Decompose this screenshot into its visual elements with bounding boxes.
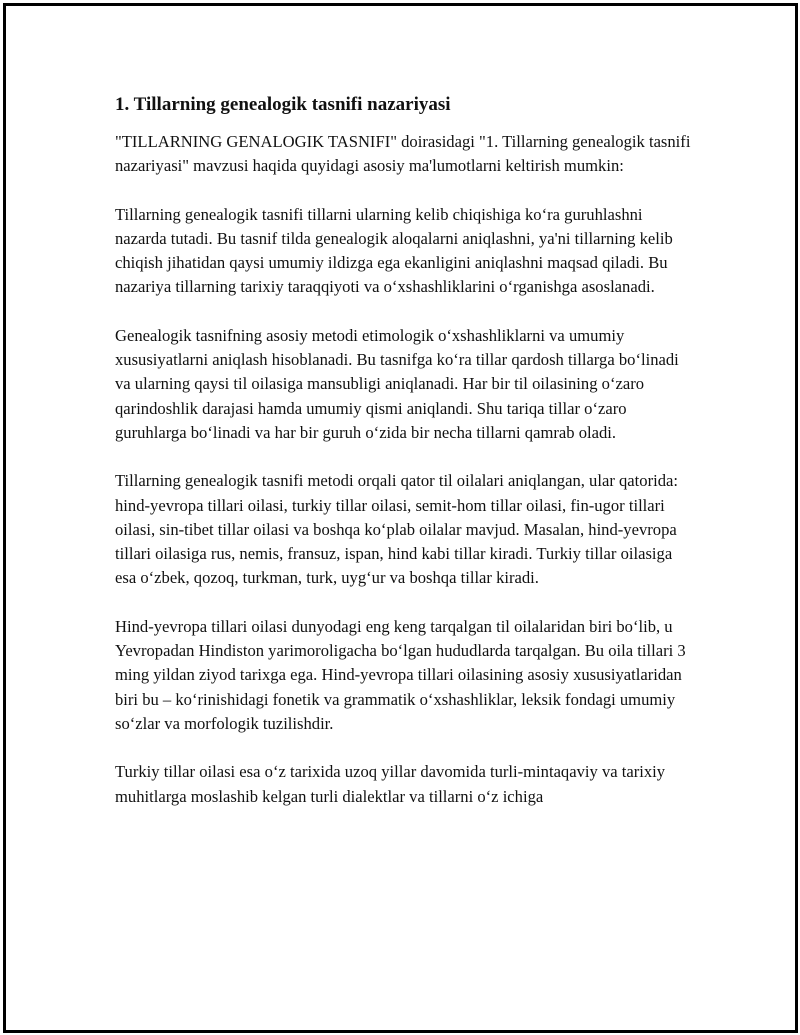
section-heading: 1. Tillarning genealogik tasnifi nazariyasi (115, 94, 451, 115)
document-body (115, 91, 695, 833)
paragraph-intro: "TILLARNING GENALOGIK TASNIFI" doirasidagi "1. Tillarning genealogik tasnifi nazariyasi" mavzusi haqida quyidagi asosiy ma'lumotlarni keltirish mumkin: (115, 132, 691, 176)
paragraph-language-families: Tillarning genealogik tasnifi metodi orqali qator til oilalari aniqlangan, ular qatorida: hind-yevropa tillari oilasi, turkiy tillar oilasi, semit-hom tillar oilasi, fin-ugor tillari oilasi, sin-tibet tillar oilasi va boshqa ko‘plab oilalar mavjud. Masalan, hind-yevropa tillari oilasiga rus, nemis, fransuz, ispan, hind kabi tillar kiradi. Turkiy tillar oilasiga esa o‘zbek, qozoq, turkman, turk, uyg‘ur va boshqa tillar kiradi. (115, 471, 678, 588)
paragraph-definition: Tillarning genealogik tasnifi tillarni ularning kelib chiqishiga ko‘ra guruhlashni nazarda tutadi. Bu tasnif tilda genealogik aloqalarni aniqlashni, ya'ni tillarning kelib chiqish jihatidan qaysi umumiy ildizga ega ekanligini aniqlashni maqsad qiladi. Bu nazariya tillarning tarixiy taraqqiyoti va o‘xshashliklarini o‘rganishga asoslanadi. (115, 204, 673, 297)
paragraph-method: Genealogik tasnifning asosiy metodi etimologik o‘xshashliklarni va umumiy xususiyatlarni aniqlash hisoblanadi. Bu tasnifga ko‘ra tillar qardosh tillarga bo‘linadi va ularning qaysi til oilasiga mansubligi aniqlanadi. Har bir til oilasining o‘zaro qarindoshlik darajasi hamda umumiy qismi aniqlandi. Shu tariqa tillar o‘zaro guruhlarga bo‘linadi va har bir guruh o‘zida bir necha tillarni qamrab oladi. (115, 325, 679, 442)
paragraph-turkic: Turkiy tillar oilasi esa o‘z tarixida uzoq yillar davomida turli-mintaqaviy va tarixiy muhitlarga moslashib kelgan turli dialektlar va tillarni o‘z ichiga (115, 762, 666, 806)
paragraph-indo-european: Hind-yevropa tillari oilasi dunyodagi eng keng tarqalgan til oilalaridan biri bo‘lib, u Yevropadan Hindiston yarimoroligacha bo‘lgan hududlarda tarqalgan. Bu oila tillari 3 ming yildan ziyod tarixga ega. Hind-yevropa tillari oilasining asosiy xususiyatlaridan biri bu – ko‘rinishidagi fonetik va grammatik o‘xshashliklar, leksik fondagi umumiy so‘zlar va morfologik tuzilishdir. (115, 616, 686, 733)
